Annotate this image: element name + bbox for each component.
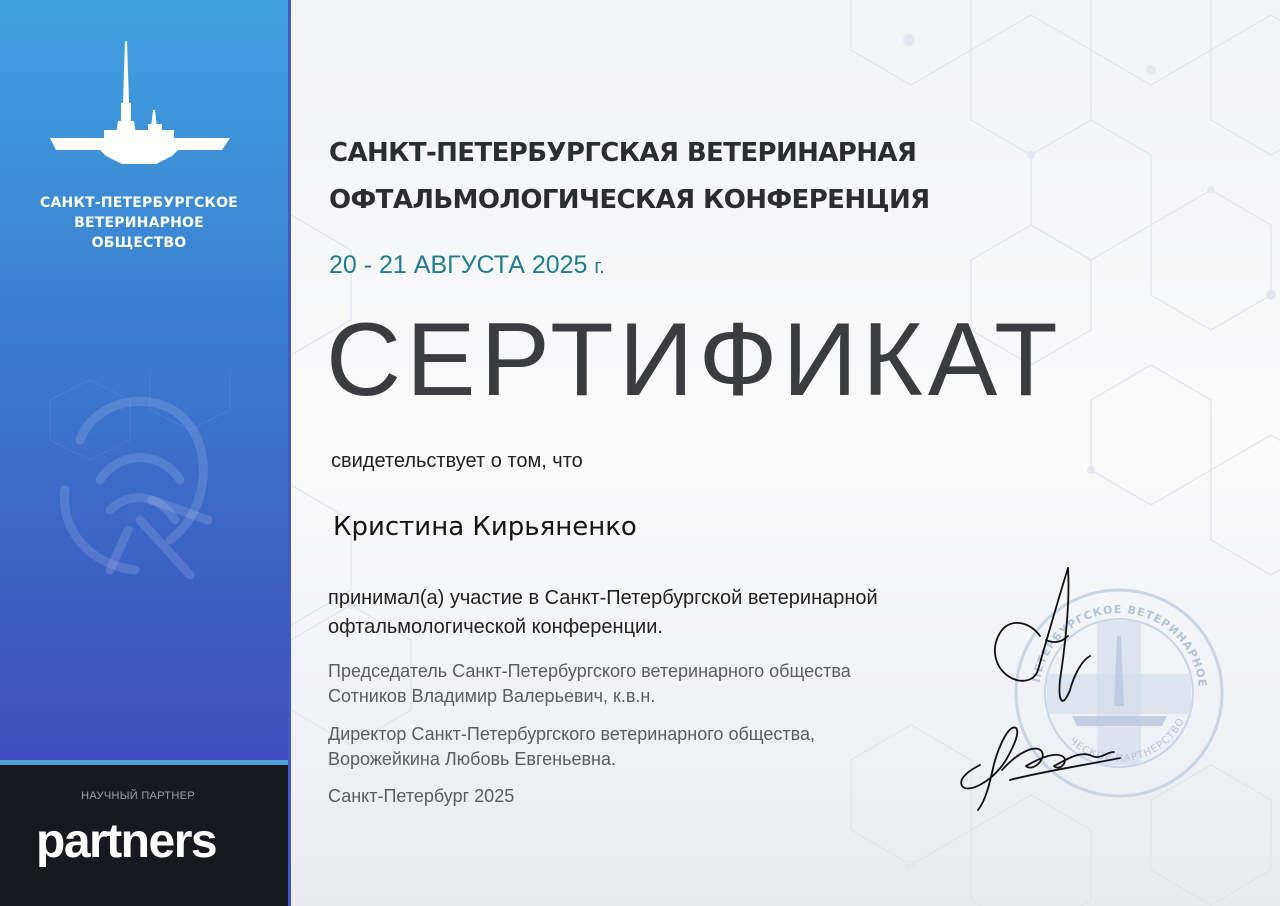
recipient-name: Кристина Кирьяненко (333, 512, 637, 542)
chair-title: Председатель Санкт-Петербургского ветеринарного общества (328, 661, 851, 681)
handwritten-signatures-icon (950, 560, 1150, 820)
city-year: Санкт-Петербург 2025 (328, 786, 515, 806)
conference-dates (329, 248, 605, 284)
participation-line: офтальмологической конференции. (328, 616, 663, 638)
partner-label: НАУЧНЫЙ ПАРТНЕР (81, 790, 195, 802)
peter-paul-fortress-logo-icon (44, 38, 234, 168)
chair-name: Сотников Владимир Валерьевич, к.в.н. (328, 686, 656, 706)
participation-text (328, 584, 968, 642)
attest-text: свидетельствует о том, что (331, 450, 583, 472)
sidebar (0, 0, 288, 906)
conference-title (329, 130, 1029, 224)
partner-footer (0, 765, 288, 906)
dates-suffix: г. (594, 256, 605, 278)
director-title: Директор Санкт-Петербургского ветеринарного общества, (328, 724, 815, 744)
certificate-heading: СЕРТИФИКАТ (326, 302, 1063, 418)
org-name-line: ВЕТЕРИНАРНОЕ (74, 215, 204, 231)
director-signatory (328, 722, 1008, 772)
chair-signatory (328, 659, 1008, 709)
org-name-line: САНКТ-ПЕТЕРБУРГСКОЕ (40, 195, 238, 211)
org-name (0, 193, 278, 253)
partner-logo: partners (36, 815, 217, 868)
org-name-line: ОБЩЕСТВО (91, 235, 187, 251)
participation-line: принимал(а) участие в Санкт-Петербургской ветеринарной (328, 587, 878, 609)
title-line: ОФТАЛЬМОЛОГИЧЕСКАЯ КОНФЕРЕНЦИЯ (329, 185, 930, 215)
director-name: Ворожейкина Любовь Евгеньевна. (328, 749, 616, 769)
seal-top-text: ПЕТЕРБУРГСКОЕ ВЕТЕРИНАРНОЕ (1029, 602, 1209, 689)
title-line: САНКТ-ПЕТЕРБУРГСКАЯ ВЕТЕРИНАРНАЯ (329, 138, 917, 168)
dates-text: 20 - 21 АВГУСТА 2025 (329, 251, 588, 279)
seal-bottom-text: ЧЕСКОЕ ПАРТНЕРСТВО (1067, 716, 1188, 765)
eye-watermark-icon (40, 370, 240, 590)
